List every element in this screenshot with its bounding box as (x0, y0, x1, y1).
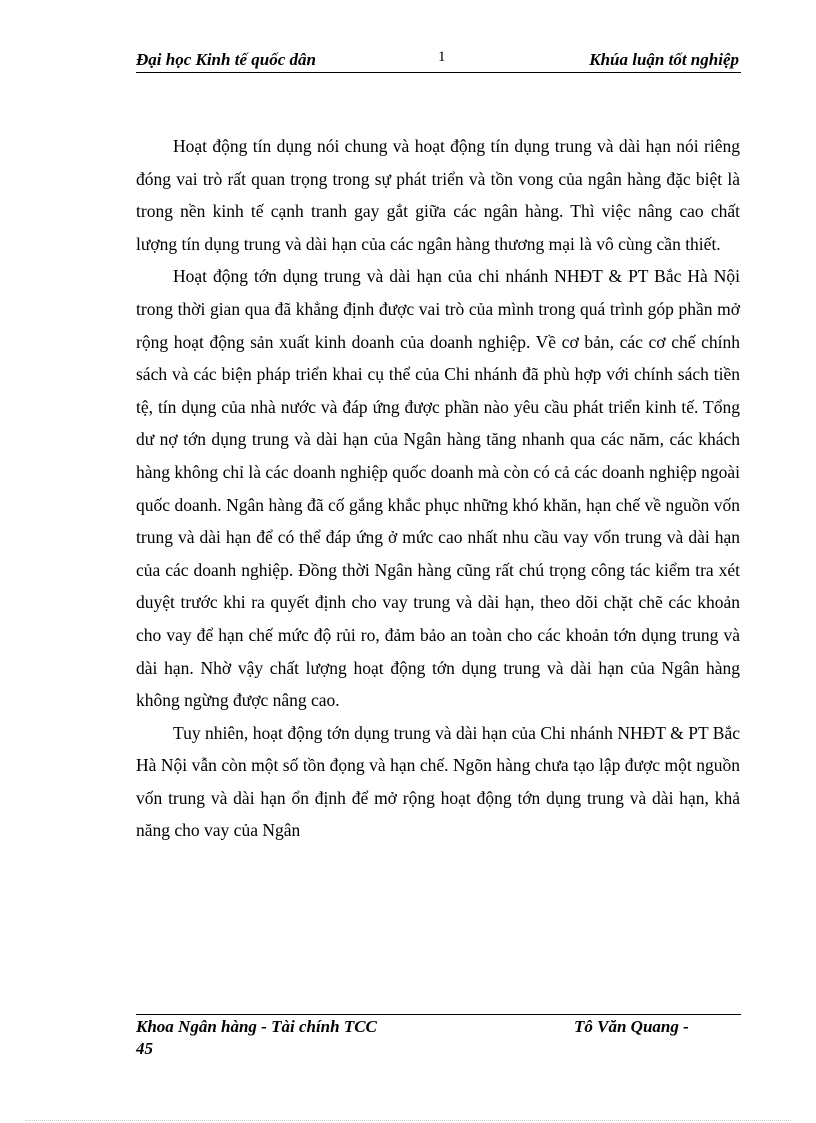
paragraph-3: Tuy nhiên, hoạt động tớn dụng trung và dài hạn của Chi nhánh NHĐT & PT Bắc Hà Nội vẫn còn một số tồn đọng và hạn chế. Ngõn hàng chưa tạo lập được một nguồn vốn trung và dài hạn ổn định để mở rộng hoạt động tớn dụng trung và dài hạn, khả năng cho vay của Ngân (136, 722, 740, 841)
paragraph-2: Hoạt động tớn dụng trung và dài hạn của chi nhánh NHĐT & PT Bắc Hà Nội trong thời gian qua đã khẳng định được vai trò của mình trong quá trình góp phần mở rộng hoạt động sản xuất kinh doanh của doanh nghiệp. Về cơ bản, các cơ chế chính sách và các biện pháp triển khai cụ thể của Chi nhánh đã phù hợp với chính sách tiền tệ, tín dụng của nhà nước và đáp ứng được phần nào yêu cầu phát triển kinh tế. Tổng dư nợ tớn dụng trung và dài hạn của Ngân hàng tăng nhanh qua các năm, các khách hàng không chỉ là các doanh nghiệp quốc doanh mà còn có cả các doanh nghiệp ngoài quốc doanh. Ngân hàng đã cố gắng khắc phục những khó khăn, hạn chế về nguồn vốn trung và dài hạn để có thể đáp ứng ở mức cao nhất nhu cầu vay vốn trung và dài hạn của các doanh nghiệp. Đồng thời Ngân hàng cũng rất chú trọng công tác kiểm tra xét duyệt trước khi ra quyết định cho vay trung và dài hạn, theo dõi chặt chẽ các khoản cho vay để hạn chế mức độ rủi ro, đảm bảo an toàn cho các khoản tớn dụng trung và dài hạn. Nhờ vậy chất lượng hoạt động tớn dụng trung và dài hạn của Ngân hàng không ngừng được nâng cao. (136, 266, 740, 711)
body-text (136, 130, 740, 847)
footer-divider (136, 1014, 741, 1015)
page-header (136, 48, 741, 73)
footer-author: Tô Văn Quang - (574, 1017, 689, 1036)
footer-faculty: Khoa Ngân hàng - Tài chính TCC 45 (136, 1017, 377, 1058)
header-thesis-title: Khúa luận tốt nghiệp (589, 50, 739, 69)
paragraph-1: Hoạt động tín dụng nói chung và hoạt động tín dụng trung và dài hạn nói riêng đóng vai trò rất quan trọng trong sự phát triển và tồn vong của ngân hàng đặc biệt là trong nền kinh tế cạnh tranh gay gắt giữa các ngân hàng. Thì việc nâng cao chất lượng tín dụng trung và dài hạn của các ngân hàng thương mại là vô cùng cần thiết. (136, 136, 740, 254)
page-number: 1 (438, 49, 446, 65)
header-university: Đại học Kinh tế quốc dân (136, 50, 316, 69)
page-footer (136, 1016, 741, 1062)
page-bottom-rule (25, 1120, 791, 1121)
